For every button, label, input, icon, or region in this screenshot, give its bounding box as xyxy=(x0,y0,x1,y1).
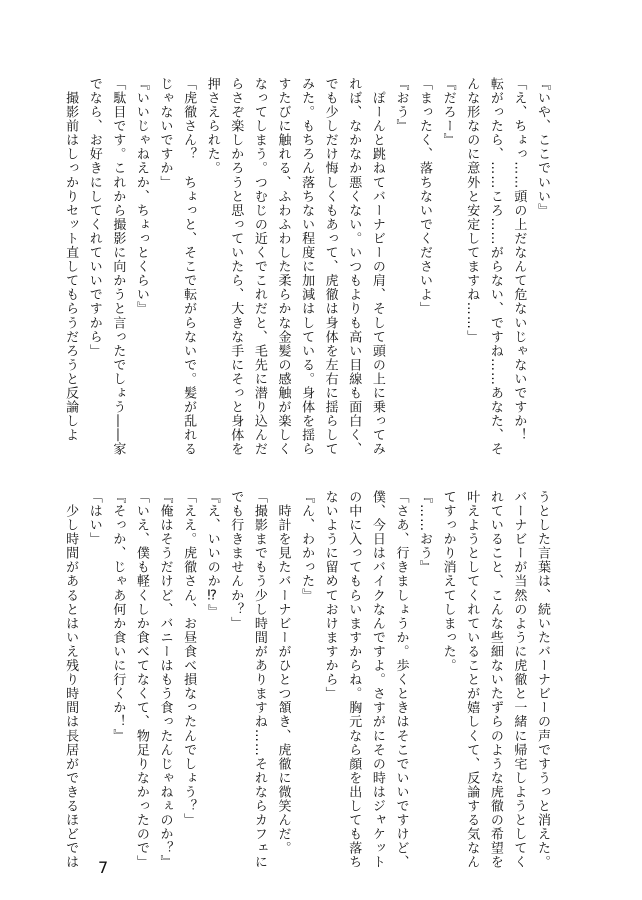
text-line: の中に入ってもらいますからね。胸元なら顔を出しても落ち xyxy=(346,490,362,870)
text-line: 転がったら、……ころ……がらない、ですね……あなた、そ xyxy=(487,77,503,457)
text-line: でも行きませんか？」 xyxy=(228,490,244,631)
text-line: 「さあ、行きましょうか。歩くときはそこでいいですけど、 xyxy=(393,490,409,870)
text-line: 押さえられた。 xyxy=(204,77,220,176)
text-line: じゃないですか」 xyxy=(157,77,173,190)
text-line: うとした言葉は、続いたバーナビーの声ですうっと消えた。 xyxy=(535,490,550,870)
text-line: んな形なのに意外と安定してますね……」 xyxy=(464,77,480,344)
text-line: 『……おう』 xyxy=(417,490,433,575)
text-line: 「駄目です。これから撮影に向かうと言ったでしょう――家 xyxy=(110,77,126,457)
text-line: 「撮影までもう少し時間がありますね……それならカフェに xyxy=(251,490,267,870)
text-line: みた。もちろん落ちない程度に加減はしている。身体を揺ら xyxy=(299,77,315,457)
text-line: 「はい」 xyxy=(86,490,102,547)
text-line: すたびに触れる、ふわふわした柔らかな金髪の感触が楽しく xyxy=(275,77,291,457)
page-number: 7 xyxy=(98,858,109,877)
text-line: 「まったく、落ちないでくださいよ」 xyxy=(417,77,433,316)
text-line: 『そっか、じゃあ何か食いに行くか！』 xyxy=(110,490,126,743)
text-line: 『だろー』 xyxy=(440,77,456,148)
text-line: 「え、ちょっ……頭の上だなんて危ないじゃないですか！ xyxy=(511,77,527,443)
text-block-upper xyxy=(63,77,554,457)
text-line: 撮影前はしっかりセット直してもらうだろうと反論しよ xyxy=(63,77,79,443)
text-line: 「いえ、僕も軽くしか食べてなくて、物足りなかったので」 xyxy=(133,490,149,870)
text-line: 「ええ。虎徹さん、お昼食べ損なったんでしょう？」 xyxy=(181,490,197,828)
text-line: でなら、お好きにしてくれていいですから」 xyxy=(86,77,102,358)
text-line: 叶えようとしてくれていることが嬉しくて、反論する気なん xyxy=(464,490,480,870)
text-line: れていること、こんな些細ないたずらのような虎徹の希望を xyxy=(487,490,503,870)
text-line: 『いいじゃねえか、ちょっとくらい』 xyxy=(133,77,149,316)
text-line: 『おう』 xyxy=(393,77,409,134)
text-line: バーナビーが当然のように虎徹と一緒に帰宅しようとしてく xyxy=(511,490,527,870)
text-line: れば、なかなか悪くない。いつもよりも高い目線も面白く、 xyxy=(346,77,362,457)
text-line: 『ん、わかった』 xyxy=(299,490,315,603)
text-line: ないように留めておけますから」 xyxy=(322,490,338,701)
text-line: なってしまう。つむじの近くでこれだと、毛先に潜り込んだ xyxy=(251,77,267,457)
text-line: 『え、いいのか⁉』 xyxy=(204,490,220,619)
text-block-lower xyxy=(63,490,554,870)
text-line: 『いや、ここでいい』 xyxy=(535,77,550,218)
text-line: でも少しだけ悔しくもあって、虎徹は身体を左右に揺らして xyxy=(322,77,338,457)
text-line: 「虎徹さん？ ちょっと、そこで転がらないで。髪が乱れる xyxy=(181,77,197,457)
text-line: ぽーんと跳ねてバーナビーの肩、そして頭の上に乗ってみ xyxy=(369,77,385,457)
text-line: らさぞ楽しかろうと思っていたら、大きな手にそっと身体を xyxy=(228,77,244,457)
text-line: 僕、今日はバイクなんですよ。さすがにその時はジャケット xyxy=(369,490,385,870)
text-line: 少し時間があるとはいえ残り時間は長居ができるほどでは xyxy=(63,490,79,870)
text-line: 『俺はそうだけど、バニーはもう食ったんじゃねぇのか？』 xyxy=(157,490,173,870)
text-line: 時計を見たバーナビーがひとつ頷き、虎徹に微笑んだ。 xyxy=(275,490,291,856)
text-line: てすっかり消えてしまった。 xyxy=(440,490,456,673)
